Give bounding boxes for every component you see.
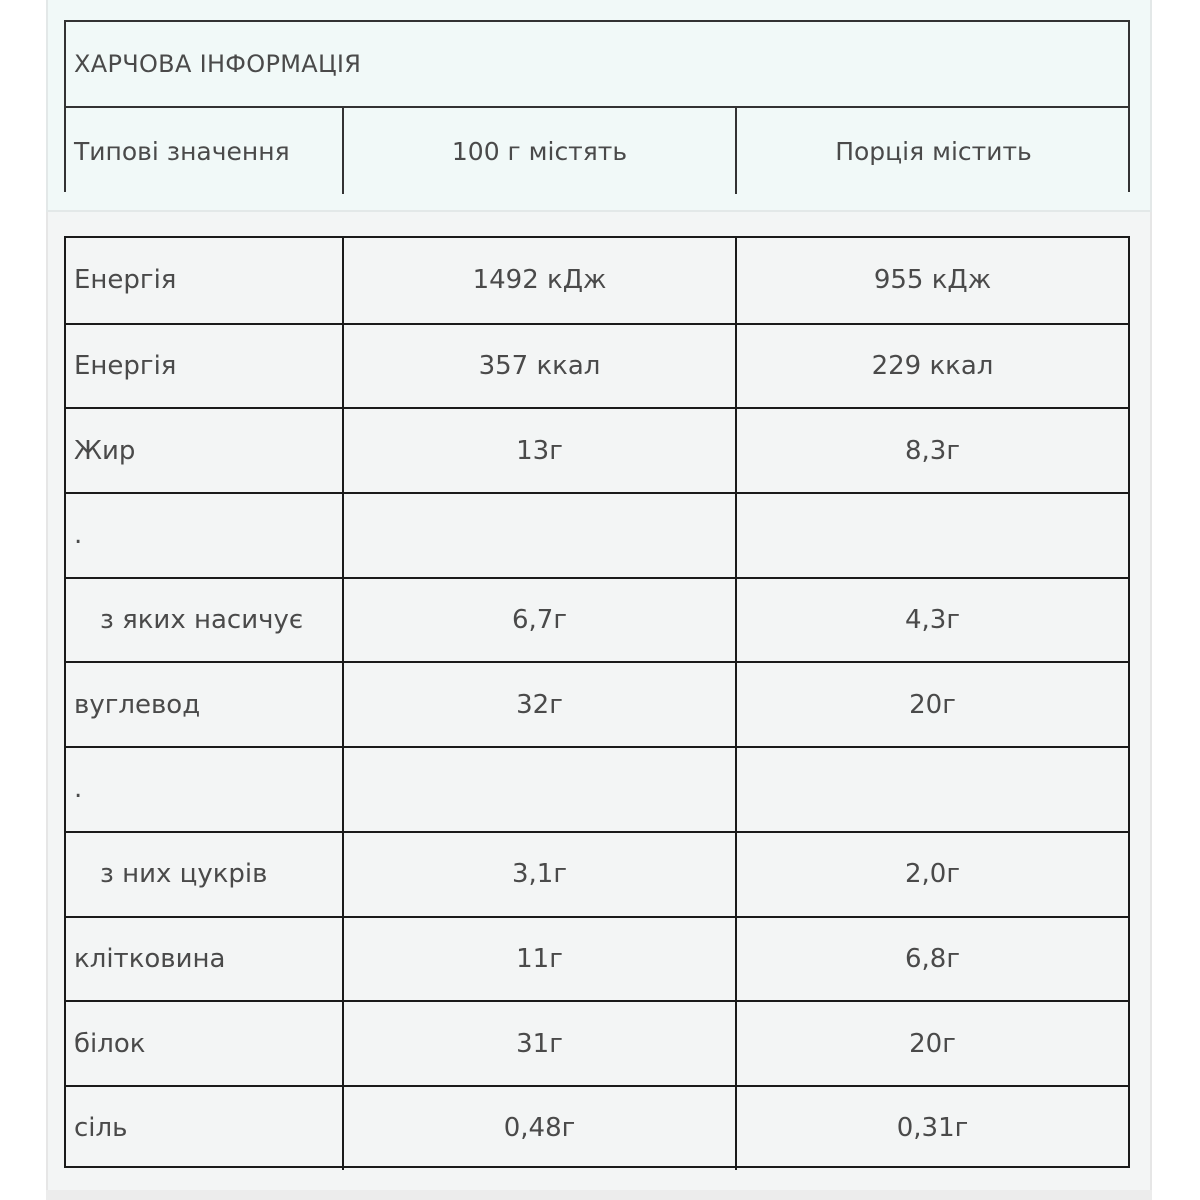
value-per-portion xyxy=(735,494,1128,577)
table-row xyxy=(66,916,1128,1001)
value-per-portion: 6,8г xyxy=(735,918,1128,1001)
value-per-portion: 0,31г xyxy=(735,1087,1128,1170)
column-header-typical: Типові значення xyxy=(74,136,290,166)
value-per-100g: 13г xyxy=(342,409,735,492)
value-per-100g: 1492 кДж xyxy=(342,238,735,323)
nutrient-label: клітковина xyxy=(74,943,226,974)
value-per-100g: 11г xyxy=(342,918,735,1001)
table-row xyxy=(66,1085,1128,1170)
nutrient-label: з яких насичує xyxy=(100,605,304,636)
table-row xyxy=(66,661,1128,746)
nutrient-label: вуглевод xyxy=(74,689,201,720)
value-per-portion: 955 кДж xyxy=(735,238,1128,323)
nutrition-title: ХАРЧОВА ІНФОРМАЦІЯ xyxy=(66,22,1128,108)
value-per-portion: 8,3г xyxy=(735,409,1128,492)
nutrient-label: Енергія xyxy=(74,265,177,296)
nutrient-label: з них цукрів xyxy=(100,859,268,890)
value-per-100g xyxy=(342,494,735,577)
nutrient-label: Енергія xyxy=(74,351,177,382)
value-per-portion: 4,3г xyxy=(735,579,1128,662)
nutrition-table xyxy=(64,236,1130,1168)
nutrition-header xyxy=(64,20,1130,192)
value-per-100g xyxy=(342,748,735,831)
table-row xyxy=(66,492,1128,577)
value-per-100g: 31г xyxy=(342,1002,735,1085)
column-header-portion: Порція містить xyxy=(735,108,1130,194)
table-row xyxy=(66,831,1128,916)
table-row xyxy=(66,577,1128,662)
table-row xyxy=(66,323,1128,408)
value-per-100g: 357 ккал xyxy=(342,325,735,408)
nutrient-label: . xyxy=(74,520,83,551)
value-per-portion: 2,0г xyxy=(735,833,1128,916)
value-per-100g: 32г xyxy=(342,663,735,746)
value-per-portion: 229 ккал xyxy=(735,325,1128,408)
nutrient-label: білок xyxy=(74,1028,146,1059)
value-per-portion: 20г xyxy=(735,663,1128,746)
nutrient-label: . xyxy=(74,774,83,805)
nutrient-label: сіль xyxy=(74,1113,128,1144)
value-per-portion: 20г xyxy=(735,1002,1128,1085)
value-per-100g: 3,1г xyxy=(342,833,735,916)
table-row xyxy=(66,746,1128,831)
column-header-row xyxy=(66,108,1128,194)
value-per-100g: 6,7г xyxy=(342,579,735,662)
value-per-100g: 0,48г xyxy=(342,1087,735,1170)
table-row xyxy=(66,407,1128,492)
column-header-per-100g: 100 г містять xyxy=(342,108,735,194)
table-row xyxy=(66,1000,1128,1085)
value-per-portion xyxy=(735,748,1128,831)
table-row xyxy=(66,238,1128,323)
page-bottom-edge xyxy=(46,1190,1152,1200)
nutrient-label: Жир xyxy=(74,435,136,466)
